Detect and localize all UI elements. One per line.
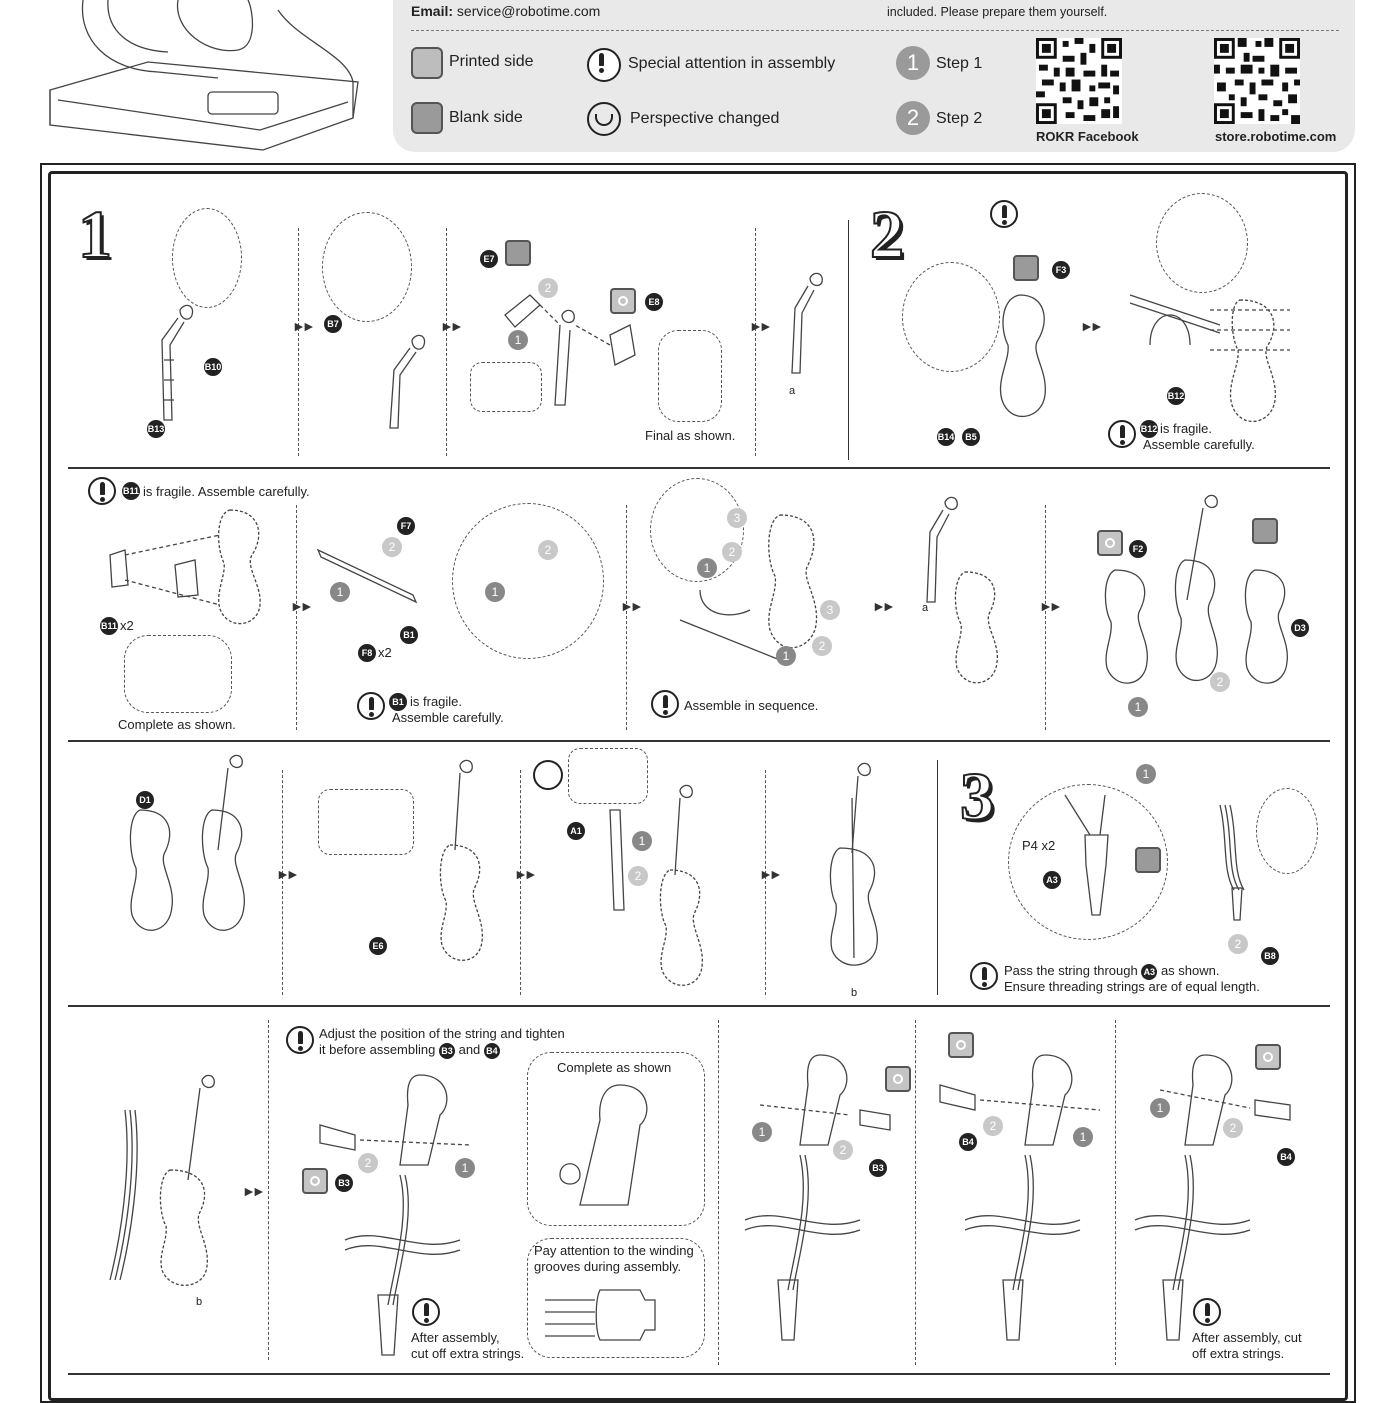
blank-side-icon [1135,847,1161,873]
order-number-1: 1 [455,1158,475,1178]
legend-printed-side: Printed side [449,53,534,70]
label-x2: x2 [120,618,134,633]
order-number-1: 1 [1150,1098,1170,1118]
header-divider [411,30,1339,31]
order-number-1: 1 [1128,697,1148,717]
email-address[interactable]: service@robotime.com [456,3,601,19]
panel-divider [755,228,756,456]
note-complete-as-shown-2: Complete as shown [557,1060,672,1075]
part-badge-e7: E7 [480,250,498,268]
note-cut-strings-4: off extra strings. [1192,1346,1285,1361]
order-number-2: 2 [538,278,558,298]
order-number-1: 1 [330,582,350,602]
order-number-1: 1 [508,330,528,350]
part-badge-b8: B8 [1261,947,1279,965]
part-badge-e6: E6 [369,937,387,955]
body-side-drawing [990,290,1060,430]
next-arrow-icon: ►► [759,866,779,882]
part-badge-b12: B12 [1167,387,1185,405]
row-separator-3 [68,1005,1330,1007]
peg-b4-second-drawing [1130,1050,1310,1350]
printed-side-icon [885,1066,911,1092]
note-pass-string: Pass the string through A3 as shown. [1004,963,1220,978]
part-badge-f2: F2 [1129,540,1147,558]
order-number-2: 2 [722,542,742,562]
panel-divider [446,228,447,456]
step2-drop-icon: 2 [896,101,930,135]
fingerboard-install-drawing [600,780,720,995]
legend-special-attention: Special attention in assembly [628,55,836,72]
order-number-2: 2 [538,540,558,560]
qr-code-store[interactable] [1214,38,1300,124]
part-badge-b3: B3 [869,1159,887,1177]
step1-drop-icon: 1 [896,46,930,80]
step-number-1: 1 [78,196,112,272]
note-b1-assemble: Assemble carefully. [392,710,504,725]
order-number-1: 1 [1073,1127,1093,1147]
next-arrow-icon: ►► [276,866,296,882]
row-separator-4 [68,1373,1330,1375]
tailpiece-drawing [1050,790,1140,920]
detail-callout [172,208,242,308]
part-badge-b14: B14 [937,428,955,446]
panel-divider [268,1020,269,1360]
next-arrow-icon: ►► [872,598,892,614]
note-assemble-in-sequence: Assemble in sequence. [684,698,819,713]
part-badge-b11: B11 [100,617,118,635]
special-attention-icon [990,200,1018,228]
scroll-detail-drawing [550,1075,690,1220]
label-b: b [851,987,858,999]
neck-complete-drawing [780,268,830,383]
part-badge-b4: B4 [959,1133,977,1151]
b11-rib-drawing [100,505,270,635]
part-badge-b13: B13 [147,420,165,438]
order-number-2: 2 [1210,672,1230,692]
panel-divider [765,770,766,995]
next-arrow-icon: ►► [292,318,312,334]
part-badge-b12: B12 [1140,420,1158,438]
printed-side-icon [302,1168,328,1194]
part-badge-b11: B11 [122,482,140,500]
part-badge-e8: E8 [645,293,663,311]
panel-divider [915,1020,916,1365]
part-badge-f3: F3 [1052,261,1070,279]
step-number-2: 2 [870,196,904,272]
note-final-as-shown: Final as shown. [645,428,736,443]
detail-callout [902,262,1000,372]
special-attention-icon [357,692,385,720]
note-b11-fragile: is fragile. Assemble carefully. [143,484,310,499]
neck-assembly-drawing [500,285,650,410]
order-number-2: 2 [812,636,832,656]
panel-divider [282,770,283,995]
detail-callout [1256,788,1318,874]
next-arrow-icon: ►► [440,318,460,334]
part-badge-b3: B3 [335,1174,353,1192]
order-number-2: 2 [983,1116,1003,1136]
body-sides-drawing [1075,490,1315,700]
order-number-2: 2 [1228,934,1248,954]
body-front-drawing [100,750,260,960]
violin-drawing [410,755,510,970]
legend-blank-side: Blank side [449,109,523,126]
scroll-neck-drawing [150,300,210,430]
note-adjust-string: Adjust the position of the string and tighten [319,1026,565,1041]
order-number-1: 1 [485,582,505,602]
neck-drawing [372,330,432,435]
next-arrow-icon: ►► [749,318,769,334]
tools-note: included. Please prepare them yourself. [887,5,1108,19]
next-arrow-icon: ►► [290,598,310,614]
blank-side-icon [1013,255,1039,281]
order-number-1: 1 [776,646,796,666]
detail-callout [1156,193,1248,293]
step-number-3: 3 [960,758,994,834]
next-arrow-icon: ►► [514,866,534,882]
product-thumbnail [48,0,358,152]
perspective-changed-icon [533,760,563,790]
panel-divider [296,505,297,730]
order-number-2: 2 [833,1140,853,1160]
part-badge-b1: B1 [400,626,418,644]
panel-divider [626,505,627,730]
legend-step1: Step 1 [936,55,983,72]
qr-caption-facebook: ROKR Facebook [1036,129,1139,144]
order-number-1: 1 [1136,764,1156,784]
qr-code-facebook[interactable] [1036,38,1122,124]
part-badge-d3: D3 [1291,619,1309,637]
order-number-1: 1 [632,831,652,851]
detail-callout [318,789,414,855]
complete-detail-callout [124,635,232,713]
note-cut-strings-1: After assembly, [411,1330,500,1345]
panel-divider [520,770,521,995]
neck-into-body-drawing [905,492,1025,692]
rib-assembly-drawing [1110,285,1300,430]
part-badge-a1: A1 [567,822,585,840]
next-arrow-icon: ►► [242,1183,262,1199]
part-badge-b10: B10 [204,358,222,376]
legend-panel [393,0,1355,152]
label-a: a [789,385,796,397]
qr-caption-store: store.robotime.com [1215,129,1337,144]
part-badge-a3: A3 [1043,871,1061,889]
special-attention-icon [1108,420,1136,448]
note-cut-strings-3: After assembly, cut [1192,1330,1302,1345]
special-attention-icon [1193,1298,1221,1326]
label-b: b [196,1296,203,1308]
order-number-3: 3 [727,508,747,528]
note-winding-1: Pay attention to the winding [534,1243,694,1258]
note-cut-strings-2: cut off extra strings. [411,1346,525,1361]
label-x2: x2 [378,645,392,660]
email-line: Email: service@robotime.com [411,3,601,19]
part-badge-b4: B4 [1277,1148,1295,1166]
order-number-3: 3 [820,600,840,620]
order-number-1: 1 [697,558,717,578]
special-attention-icon [412,1298,440,1326]
blank-side-icon [411,102,443,134]
next-arrow-icon: ►► [1039,598,1059,614]
panel-divider [1115,1020,1116,1365]
next-arrow-icon: ►► [1080,318,1100,334]
legend-step2: Step 2 [936,110,983,127]
part-badge-d1: D1 [136,791,154,809]
part-badge-f8: F8 [358,644,376,662]
next-arrow-icon: ►► [620,598,640,614]
step-divider [848,220,849,460]
special-attention-icon [970,962,998,990]
part-badge-f7: F7 [397,517,415,535]
panel-divider [298,228,299,456]
step-divider [937,760,938,995]
strings-drawing [1200,800,1260,930]
row-separator-1 [68,467,1330,469]
peg-b3-drawing [740,1050,910,1350]
violin-complete-drawing [800,758,900,983]
detail-callout [322,212,412,322]
violin-strings-drawing [90,1070,230,1310]
final-detail-callout [658,330,722,422]
blank-side-icon [505,240,531,266]
note-b12-assemble: Assemble carefully. [1143,437,1255,452]
note-complete-as-shown: Complete as shown. [118,717,236,732]
part-badge-b1: B1 [389,693,407,711]
label-a: a [922,602,929,614]
legend-perspective-changed: Perspective changed [630,110,780,127]
peg-b4-drawing [935,1050,1105,1350]
panel-divider [718,1020,719,1365]
special-attention-icon [587,48,621,82]
printed-side-icon [411,47,443,79]
peg-install-drawing [300,1065,500,1365]
panel-divider [1045,505,1046,730]
special-attention-icon [88,477,116,505]
note-winding-2: grooves during assembly. [534,1259,682,1274]
label-p4x2: P4 x2 [1022,838,1056,853]
order-number-1: 1 [752,1122,772,1142]
note-b12-fragile: is fragile. [1160,421,1213,436]
note-adjust-before: it before assembling B3 and B4 [319,1042,500,1059]
part-badge-b7: B7 [324,315,342,333]
printed-side-icon [1255,1044,1281,1070]
special-attention-icon [286,1026,314,1054]
order-number-2: 2 [628,866,648,886]
note-equal-length: Ensure threading strings are of equal length. [1004,979,1260,994]
order-number-2: 2 [382,537,402,557]
winding-grooves-drawing [540,1280,680,1350]
row-separator-2 [68,740,1330,742]
special-attention-icon [651,690,679,718]
order-number-2: 2 [358,1153,378,1173]
note-b1-fragile: is fragile. [410,694,463,709]
detail-callout [452,503,604,659]
part-badge-b5: B5 [962,428,980,446]
order-number-2: 2 [1223,1118,1243,1138]
perspective-changed-icon [587,102,621,136]
